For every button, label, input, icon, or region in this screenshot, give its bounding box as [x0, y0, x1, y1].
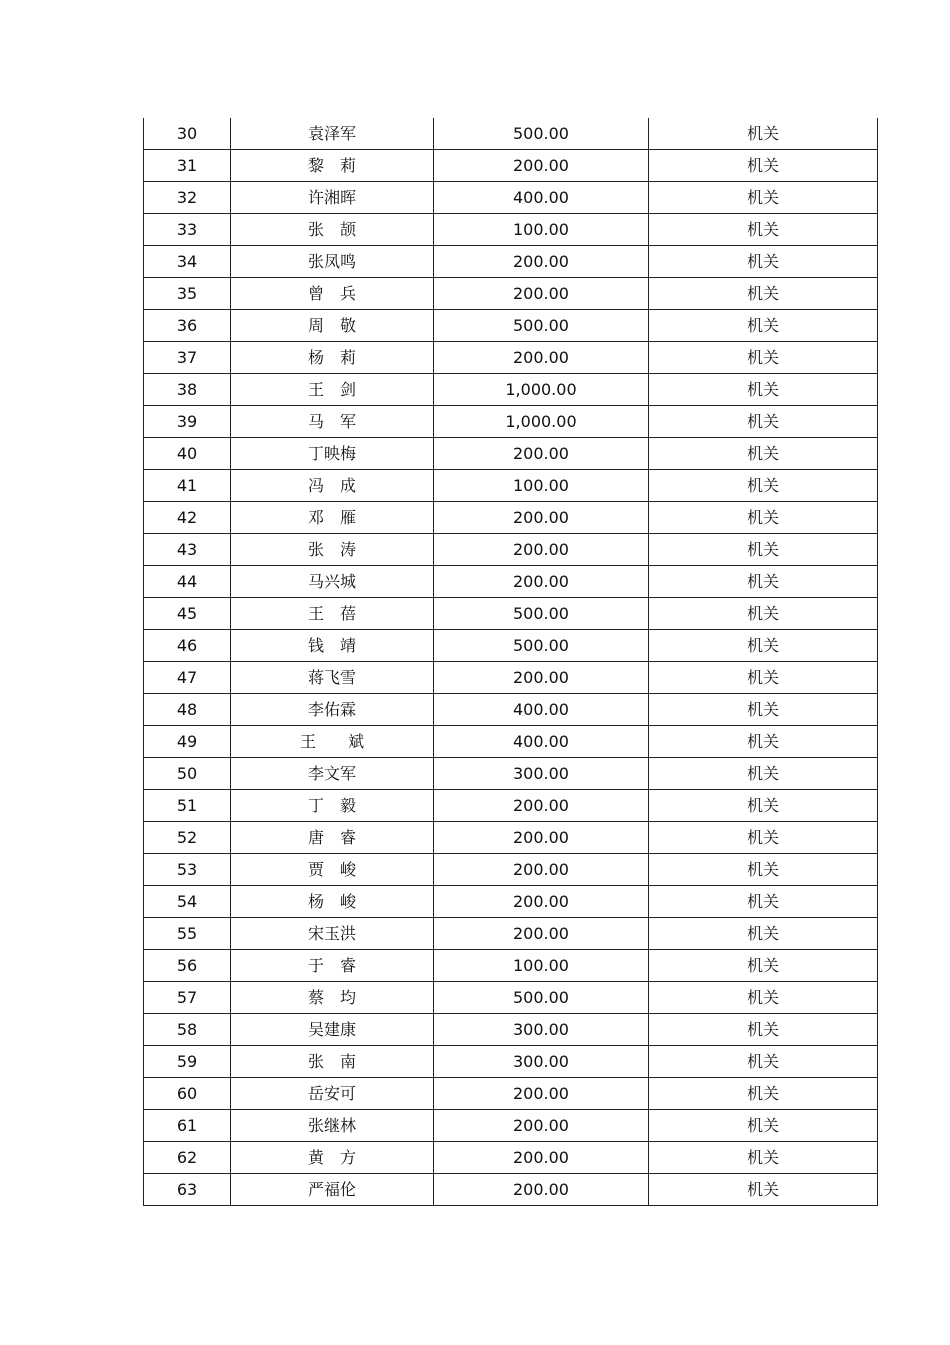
table-row [144, 534, 878, 566]
row-number-cell: 57 [144, 982, 231, 1014]
unit-cell: 机关 [649, 566, 878, 598]
row-number-cell: 34 [144, 246, 231, 278]
name-cell: 马 军 [231, 406, 434, 438]
unit-cell: 机关 [649, 246, 878, 278]
unit-cell: 机关 [649, 1014, 878, 1046]
row-number-cell: 62 [144, 1142, 231, 1174]
table-row [144, 758, 878, 790]
amount-cell: 100.00 [434, 214, 649, 246]
amount-cell: 200.00 [434, 534, 649, 566]
row-number-cell: 60 [144, 1078, 231, 1110]
name-cell: 蒋飞雪 [231, 662, 434, 694]
table-row [144, 1014, 878, 1046]
table-row [144, 662, 878, 694]
table-body [144, 118, 878, 1206]
amount-cell: 200.00 [434, 1110, 649, 1142]
unit-cell: 机关 [649, 630, 878, 662]
name-cell: 丁 毅 [231, 790, 434, 822]
row-number-cell: 61 [144, 1110, 231, 1142]
amount-cell: 200.00 [434, 854, 649, 886]
name-cell: 吴建康 [231, 1014, 434, 1046]
name-cell: 黎 莉 [231, 150, 434, 182]
table-row [144, 1142, 878, 1174]
name-cell: 王 蓓 [231, 598, 434, 630]
row-number-cell: 39 [144, 406, 231, 438]
amount-cell: 500.00 [434, 310, 649, 342]
row-number-cell: 37 [144, 342, 231, 374]
amount-cell: 200.00 [434, 1174, 649, 1206]
unit-cell: 机关 [649, 662, 878, 694]
table-row [144, 278, 878, 310]
name-cell: 蔡 均 [231, 982, 434, 1014]
row-number-cell: 51 [144, 790, 231, 822]
name-cell: 王 斌 [231, 726, 434, 758]
amount-cell: 500.00 [434, 982, 649, 1014]
unit-cell: 机关 [649, 438, 878, 470]
unit-cell: 机关 [649, 982, 878, 1014]
row-number-cell: 36 [144, 310, 231, 342]
row-number-cell: 50 [144, 758, 231, 790]
amount-cell: 200.00 [434, 662, 649, 694]
unit-cell: 机关 [649, 214, 878, 246]
row-number-cell: 33 [144, 214, 231, 246]
unit-cell: 机关 [649, 822, 878, 854]
row-number-cell: 45 [144, 598, 231, 630]
table-row [144, 726, 878, 758]
unit-cell: 机关 [649, 118, 878, 150]
amount-cell: 200.00 [434, 918, 649, 950]
name-cell: 周 敬 [231, 310, 434, 342]
donation-table [143, 118, 878, 1206]
unit-cell: 机关 [649, 1078, 878, 1110]
row-number-cell: 41 [144, 470, 231, 502]
table-row [144, 342, 878, 374]
table-row [144, 950, 878, 982]
name-cell: 张 南 [231, 1046, 434, 1078]
amount-cell: 400.00 [434, 182, 649, 214]
amount-cell: 200.00 [434, 886, 649, 918]
name-cell: 张继林 [231, 1110, 434, 1142]
table-row [144, 598, 878, 630]
row-number-cell: 35 [144, 278, 231, 310]
row-number-cell: 56 [144, 950, 231, 982]
name-cell: 严福伦 [231, 1174, 434, 1206]
amount-cell: 300.00 [434, 758, 649, 790]
name-cell: 贾 峻 [231, 854, 434, 886]
row-number-cell: 38 [144, 374, 231, 406]
row-number-cell: 53 [144, 854, 231, 886]
table-row [144, 1046, 878, 1078]
name-cell: 冯 成 [231, 470, 434, 502]
row-number-cell: 40 [144, 438, 231, 470]
amount-cell: 200.00 [434, 1142, 649, 1174]
table-row [144, 822, 878, 854]
row-number-cell: 43 [144, 534, 231, 566]
table-row [144, 566, 878, 598]
name-cell: 杨 峻 [231, 886, 434, 918]
row-number-cell: 46 [144, 630, 231, 662]
unit-cell: 机关 [649, 918, 878, 950]
name-cell: 于 睿 [231, 950, 434, 982]
row-number-cell: 49 [144, 726, 231, 758]
name-cell: 丁映梅 [231, 438, 434, 470]
unit-cell: 机关 [649, 182, 878, 214]
unit-cell: 机关 [649, 726, 878, 758]
name-cell: 宋玉洪 [231, 918, 434, 950]
table-row [144, 214, 878, 246]
unit-cell: 机关 [649, 854, 878, 886]
table-row [144, 1174, 878, 1206]
name-cell: 曾 兵 [231, 278, 434, 310]
unit-cell: 机关 [649, 1110, 878, 1142]
table-row [144, 374, 878, 406]
amount-cell: 300.00 [434, 1014, 649, 1046]
name-cell: 黄 方 [231, 1142, 434, 1174]
amount-cell: 200.00 [434, 342, 649, 374]
name-cell: 许湘晖 [231, 182, 434, 214]
amount-cell: 100.00 [434, 950, 649, 982]
unit-cell: 机关 [649, 790, 878, 822]
table-row [144, 694, 878, 726]
amount-cell: 100.00 [434, 470, 649, 502]
unit-cell: 机关 [649, 150, 878, 182]
table-row [144, 150, 878, 182]
name-cell: 张 涛 [231, 534, 434, 566]
donation-table-page [143, 118, 877, 1206]
table-row [144, 438, 878, 470]
amount-cell: 200.00 [434, 822, 649, 854]
row-number-cell: 31 [144, 150, 231, 182]
row-number-cell: 58 [144, 1014, 231, 1046]
table-row [144, 118, 878, 150]
table-row [144, 918, 878, 950]
row-number-cell: 44 [144, 566, 231, 598]
name-cell: 张 颉 [231, 214, 434, 246]
amount-cell: 200.00 [434, 246, 649, 278]
unit-cell: 机关 [649, 534, 878, 566]
name-cell: 马兴城 [231, 566, 434, 598]
row-number-cell: 63 [144, 1174, 231, 1206]
table-row [144, 470, 878, 502]
table-row [144, 406, 878, 438]
row-number-cell: 32 [144, 182, 231, 214]
unit-cell: 机关 [649, 406, 878, 438]
name-cell: 岳安可 [231, 1078, 434, 1110]
unit-cell: 机关 [649, 1046, 878, 1078]
row-number-cell: 54 [144, 886, 231, 918]
amount-cell: 400.00 [434, 694, 649, 726]
row-number-cell: 30 [144, 118, 231, 150]
unit-cell: 机关 [649, 886, 878, 918]
name-cell: 邓 雁 [231, 502, 434, 534]
amount-cell: 200.00 [434, 150, 649, 182]
table-row [144, 1110, 878, 1142]
unit-cell: 机关 [649, 278, 878, 310]
name-cell: 袁泽军 [231, 118, 434, 150]
table-row [144, 854, 878, 886]
unit-cell: 机关 [649, 694, 878, 726]
row-number-cell: 59 [144, 1046, 231, 1078]
unit-cell: 机关 [649, 758, 878, 790]
row-number-cell: 55 [144, 918, 231, 950]
name-cell: 杨 莉 [231, 342, 434, 374]
table-row [144, 1078, 878, 1110]
amount-cell: 400.00 [434, 726, 649, 758]
table-row [144, 310, 878, 342]
unit-cell: 机关 [649, 502, 878, 534]
table-row [144, 630, 878, 662]
row-number-cell: 52 [144, 822, 231, 854]
amount-cell: 200.00 [434, 278, 649, 310]
table-row [144, 502, 878, 534]
amount-cell: 200.00 [434, 502, 649, 534]
unit-cell: 机关 [649, 950, 878, 982]
amount-cell: 200.00 [434, 790, 649, 822]
name-cell: 钱 靖 [231, 630, 434, 662]
amount-cell: 200.00 [434, 1078, 649, 1110]
amount-cell: 300.00 [434, 1046, 649, 1078]
row-number-cell: 47 [144, 662, 231, 694]
row-number-cell: 42 [144, 502, 231, 534]
name-cell: 张凤鸣 [231, 246, 434, 278]
amount-cell: 200.00 [434, 566, 649, 598]
amount-cell: 500.00 [434, 630, 649, 662]
name-cell: 李佑霖 [231, 694, 434, 726]
unit-cell: 机关 [649, 1174, 878, 1206]
table-row [144, 182, 878, 214]
name-cell: 唐 睿 [231, 822, 434, 854]
table-row [144, 982, 878, 1014]
unit-cell: 机关 [649, 342, 878, 374]
unit-cell: 机关 [649, 470, 878, 502]
row-number-cell: 48 [144, 694, 231, 726]
unit-cell: 机关 [649, 310, 878, 342]
table-row [144, 790, 878, 822]
name-cell: 王 剑 [231, 374, 434, 406]
amount-cell: 1,000.00 [434, 374, 649, 406]
table-row [144, 886, 878, 918]
table-row [144, 246, 878, 278]
amount-cell: 1,000.00 [434, 406, 649, 438]
amount-cell: 200.00 [434, 438, 649, 470]
unit-cell: 机关 [649, 1142, 878, 1174]
unit-cell: 机关 [649, 598, 878, 630]
amount-cell: 500.00 [434, 118, 649, 150]
amount-cell: 500.00 [434, 598, 649, 630]
unit-cell: 机关 [649, 374, 878, 406]
name-cell: 李文军 [231, 758, 434, 790]
